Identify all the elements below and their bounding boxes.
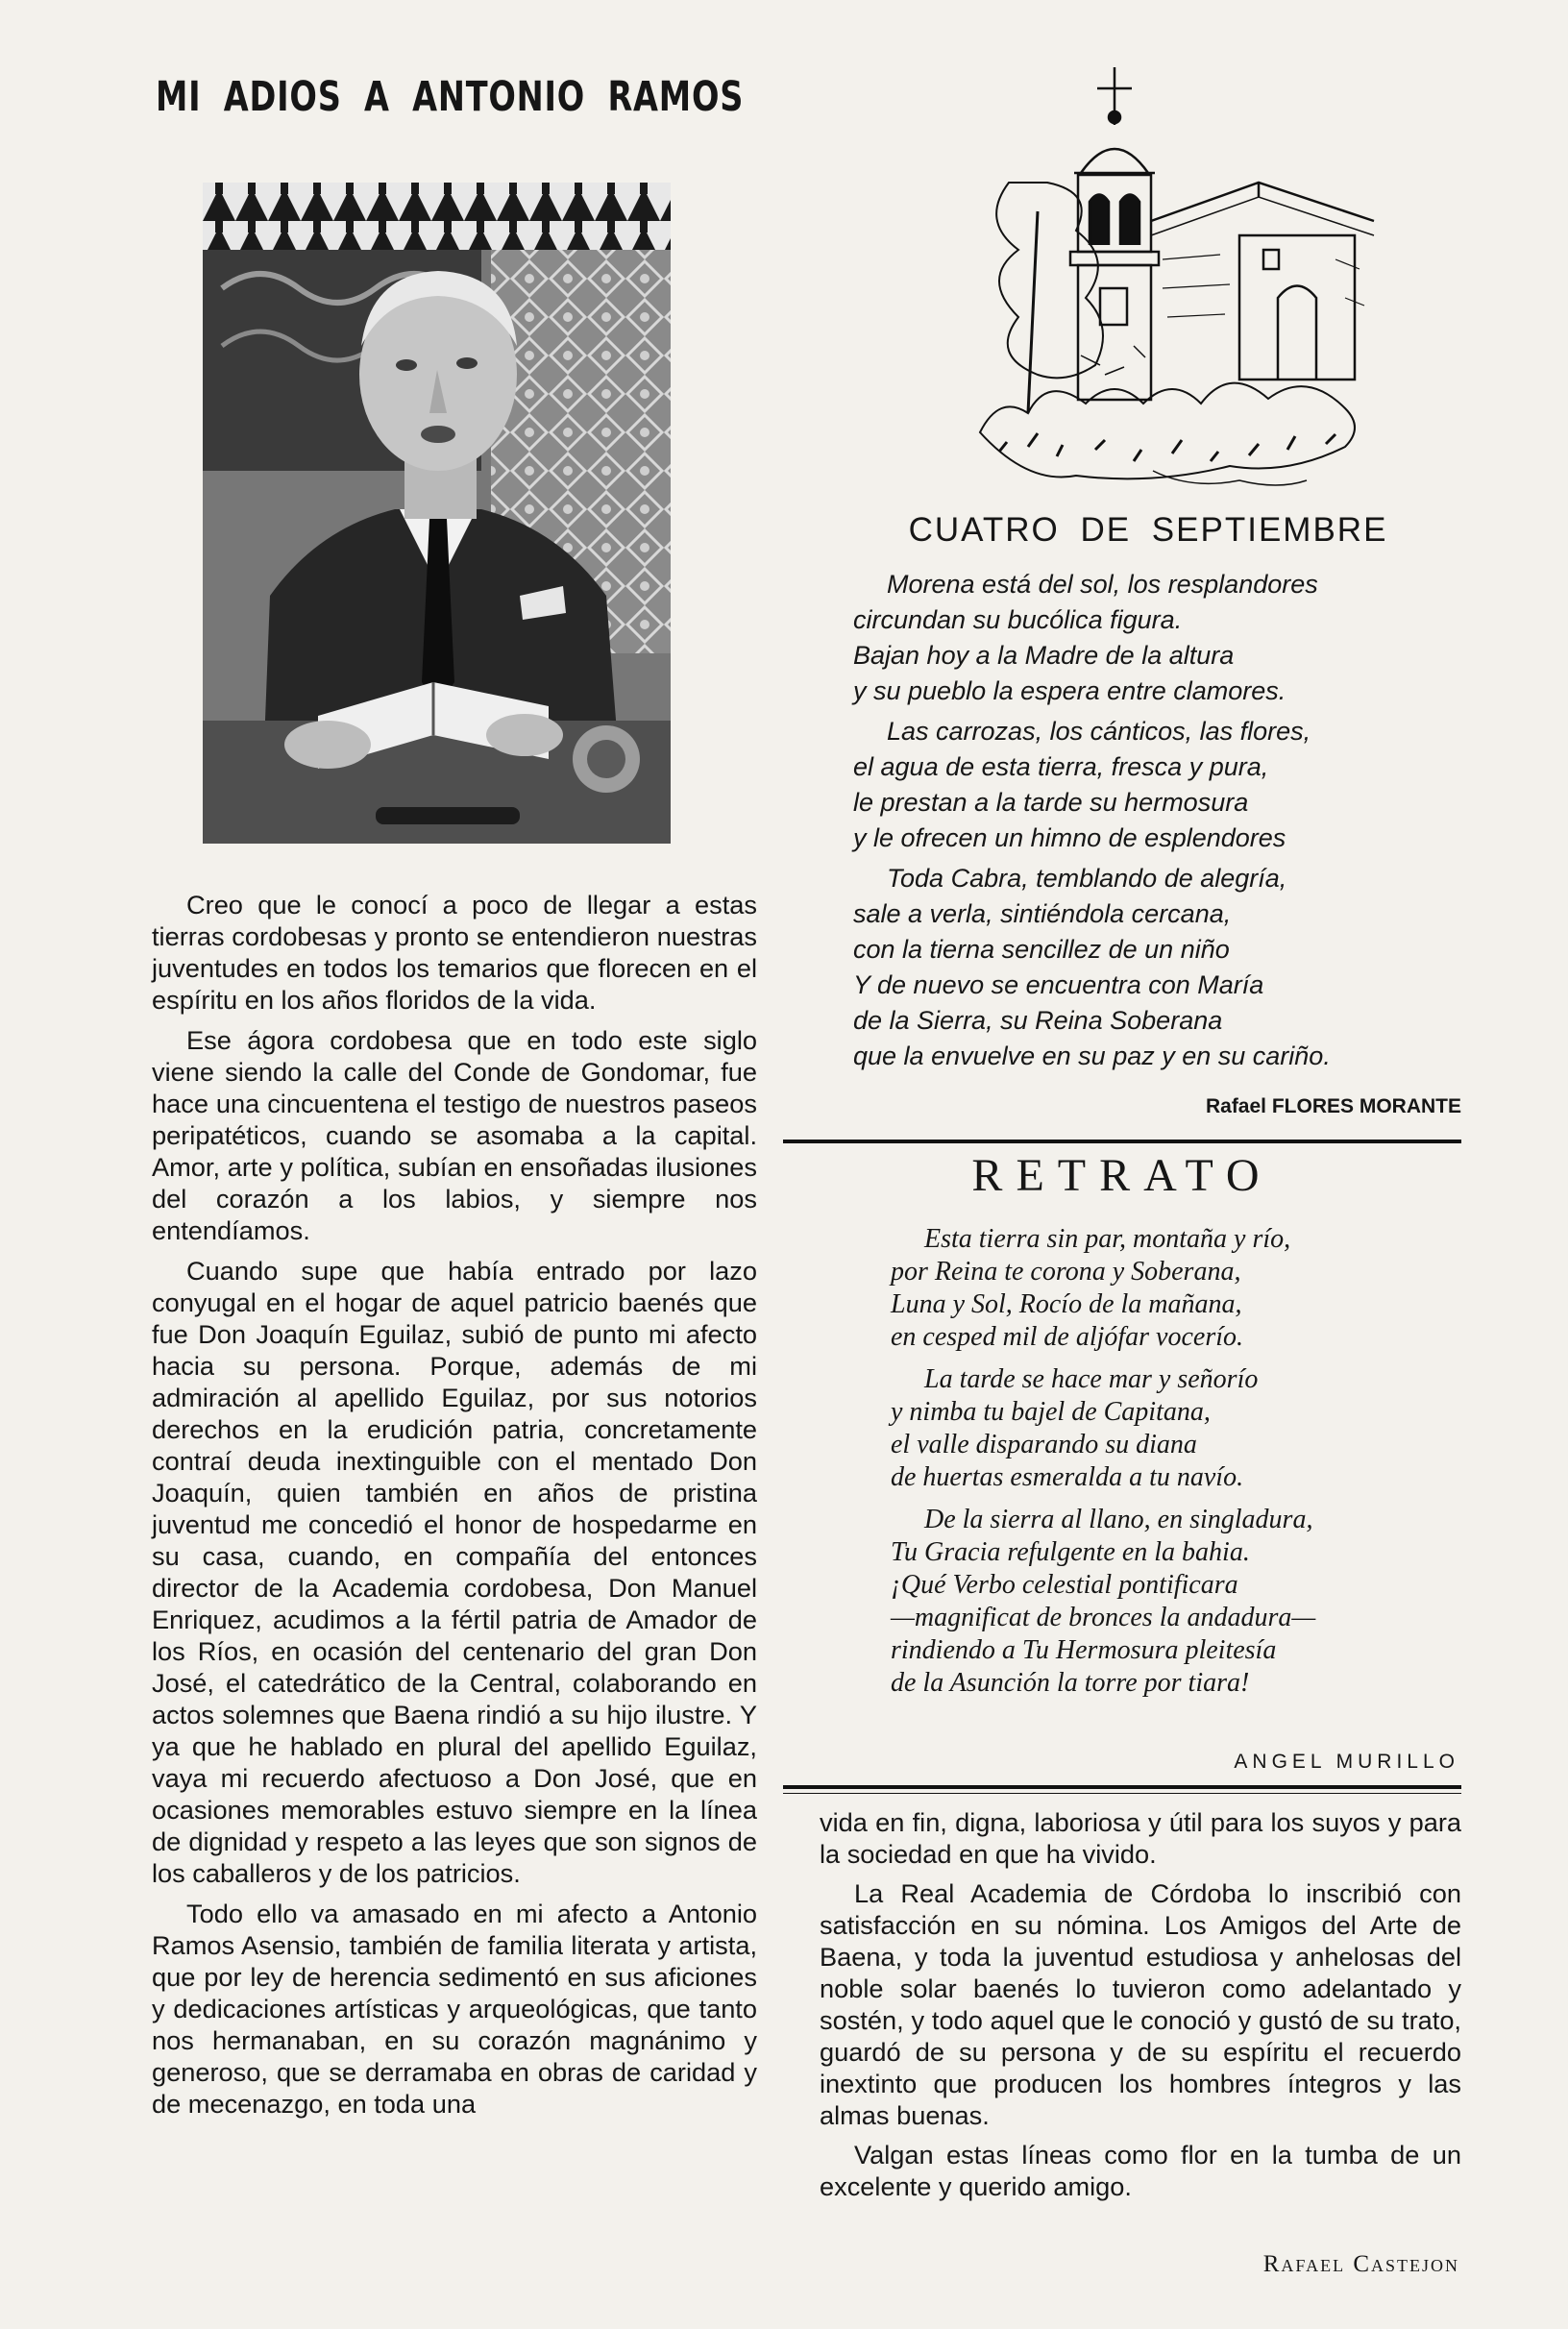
poem-line: La tarde se hace mar y señorío xyxy=(924,1364,1259,1394)
poem-cuatro-de-septiembre xyxy=(853,567,1449,1079)
poem-line: Tu Gracia refulgente en la bahia. xyxy=(891,1537,1250,1567)
chapel-sketch xyxy=(970,67,1412,509)
poem-line: que la envuelve en su paz y en su cariño. xyxy=(853,1042,1331,1070)
poem-stanza xyxy=(853,861,1449,1074)
poem-author: ANGEL MURILLO xyxy=(1234,1751,1459,1773)
poem-line: y le ofrecen un himno de esplendores xyxy=(853,823,1286,852)
poem-line: el valle disparando su diana xyxy=(891,1430,1197,1459)
section-divider xyxy=(783,1140,1461,1143)
article-paragraph: Todo ello va amasado en mi afecto a Antonio Ramos Asensio, también de familia literata y artista, que por ley de herencia sedimentó en sus aficiones y dedicaciones artísticas y arqueológicas, que tanto nos hermanaban, en su corazón magnánimo y generoso, que se derramaba en obras de caridad y de mecenazgo, en toda una xyxy=(152,1899,757,2119)
poem-line: circundan su bucólica figura. xyxy=(853,605,1183,634)
poem-line: el agua de esta tierra, fresca y pura, xyxy=(853,752,1269,781)
poem-line: de la Asunción la torre por tiara! xyxy=(891,1668,1250,1698)
section-divider-thin xyxy=(783,1793,1461,1794)
poem-line: Morena está del sol, los resplandores xyxy=(887,570,1318,599)
article-paragraph: Valgan estas líneas como flor en la tumba de un excelente y querido amigo. xyxy=(820,2140,1461,2201)
poem-line: de la Sierra, su Reina Soberana xyxy=(853,1006,1223,1035)
section-divider xyxy=(783,1785,1461,1789)
poem-line: y nimba tu bajel de Capitana, xyxy=(891,1397,1211,1427)
poem-line: de huertas esmeralda a tu navío. xyxy=(891,1462,1244,1492)
poem-line: en cesped mil de aljófar vocerío. xyxy=(891,1322,1244,1352)
poem-line: De la sierra al llano, en singladura, xyxy=(924,1505,1313,1534)
poem-retrato xyxy=(891,1223,1467,1709)
poem-line: y su pueblo la espera entre clamores. xyxy=(853,676,1286,705)
article-paragraph: vida en fin, digna, laboriosa y útil para los suyos y para la sociedad en que ha vivido. xyxy=(820,1807,1461,1869)
poem-line: por Reina te corona y Soberana, xyxy=(891,1257,1241,1287)
poem-line: sale a verla, sintiéndola cercana, xyxy=(853,899,1232,928)
article-paragraph: Ese ágora cordobesa que en todo este siglo viene siendo la calle del Conde de Gondomar, fue hace una cincuentena el testigo de nuestros paseos peripatéticos, cuando se asomaba a la capital. Amor, arte y política, subían en ensoñadas ilusiones del corazón a los labios, y siempre nos entendíamos. xyxy=(152,1025,757,1245)
poem-stanza xyxy=(891,1223,1467,1354)
poem-line: con la tierna sencillez de un niño xyxy=(853,935,1230,964)
poem-line: Y de nuevo se encuentra con María xyxy=(853,970,1264,999)
poem-line: ¡Qué Verbo celestial pontificara xyxy=(891,1570,1238,1600)
poem-line: le prestan a la tarde su hermosura xyxy=(853,788,1249,817)
poem-stanza xyxy=(891,1504,1467,1700)
portrait-photo xyxy=(203,183,671,844)
article-paragraph: Creo que le conocí a poco de llegar a estas tierras cordobesas y pronto se entendieron nuestras juventudes en todos los temarios que florecen en el espíritu en los años floridos de la vida. xyxy=(152,890,757,1015)
poem-title: CUATRO DE SEPTIEMBRE xyxy=(908,511,1388,549)
poem-line: Esta tierra sin par, montaña y río, xyxy=(924,1224,1291,1254)
poem-line: Las carrozas, los cánticos, las flores, xyxy=(887,717,1311,746)
poem-title: RETRATO xyxy=(971,1150,1273,1201)
poem-line: rindiendo a Tu Hermosura pleitesía xyxy=(891,1635,1277,1665)
poem-line: Bajan hoy a la Madre de la altura xyxy=(853,641,1235,670)
poem-line: Toda Cabra, temblando de alegría, xyxy=(887,864,1287,893)
article-paragraph: Cuando supe que había entrado por lazo conyugal en el hogar de aquel patricio baenés que fue Don Joaquín Eguilaz, subió de punto mi afecto hacia su persona. Porque, además de mi admiración al apellido Eguilaz, por sus notorios derechos en la erudición patria, concretamente contraí deuda inextinguible con el mentado Don Joaquín, quien también en años de pristina juventud me concedió el honor de hospedarme en su casa, cuando, en compañía del entonces director de la Academia cordobesa, Don Manuel Enriquez, acudimos a la fértil patria de Amador de los Ríos, en ocasión del centenario del gran Don José, el catedrático de la Central, colaborando en actos solemnes que Baena rindió a su hijo ilustre. Y ya que he hablado en plural del apellido Eguilaz, vaya mi recuerdo afectuoso a Don José, que en ocasiones memorables estuvo siempre en la línea de dignidad y respeto a las leyes que son signos de los caballeros y de los patricios. xyxy=(152,1256,757,1888)
article-body-left xyxy=(152,889,757,2128)
article-paragraph: La Real Academia de Córdoba lo inscribió con satisfacción en su nómina. Los Amigos del Arte de Baena, y toda la juventud estudiosa y anhelosas del noble solar baenés lo tuvieron como adelantado y sostén, y todo aquel que le conoció y gustó de su trato, guardó de su persona y de su espíritu el recuerdo inextinto que producen los hombres íntegros y las almas buenas. xyxy=(820,1878,1461,2130)
article-title: MI ADIOS A ANTONIO RAMOS xyxy=(156,73,745,121)
poem-line: Luna y Sol, Rocío de la mañana, xyxy=(891,1289,1242,1319)
poem-author: Rafael FLORES MORANTE xyxy=(1205,1095,1461,1117)
poem-line: —magnificat de bronces la andadura— xyxy=(891,1603,1316,1632)
article-author: Rafael Castejon xyxy=(1262,2251,1459,2277)
poem-stanza xyxy=(853,714,1449,856)
article-body-right xyxy=(820,1806,1461,2210)
poem-stanza xyxy=(891,1363,1467,1494)
poem-stanza xyxy=(853,567,1449,709)
bleed-through-text xyxy=(759,85,775,128)
